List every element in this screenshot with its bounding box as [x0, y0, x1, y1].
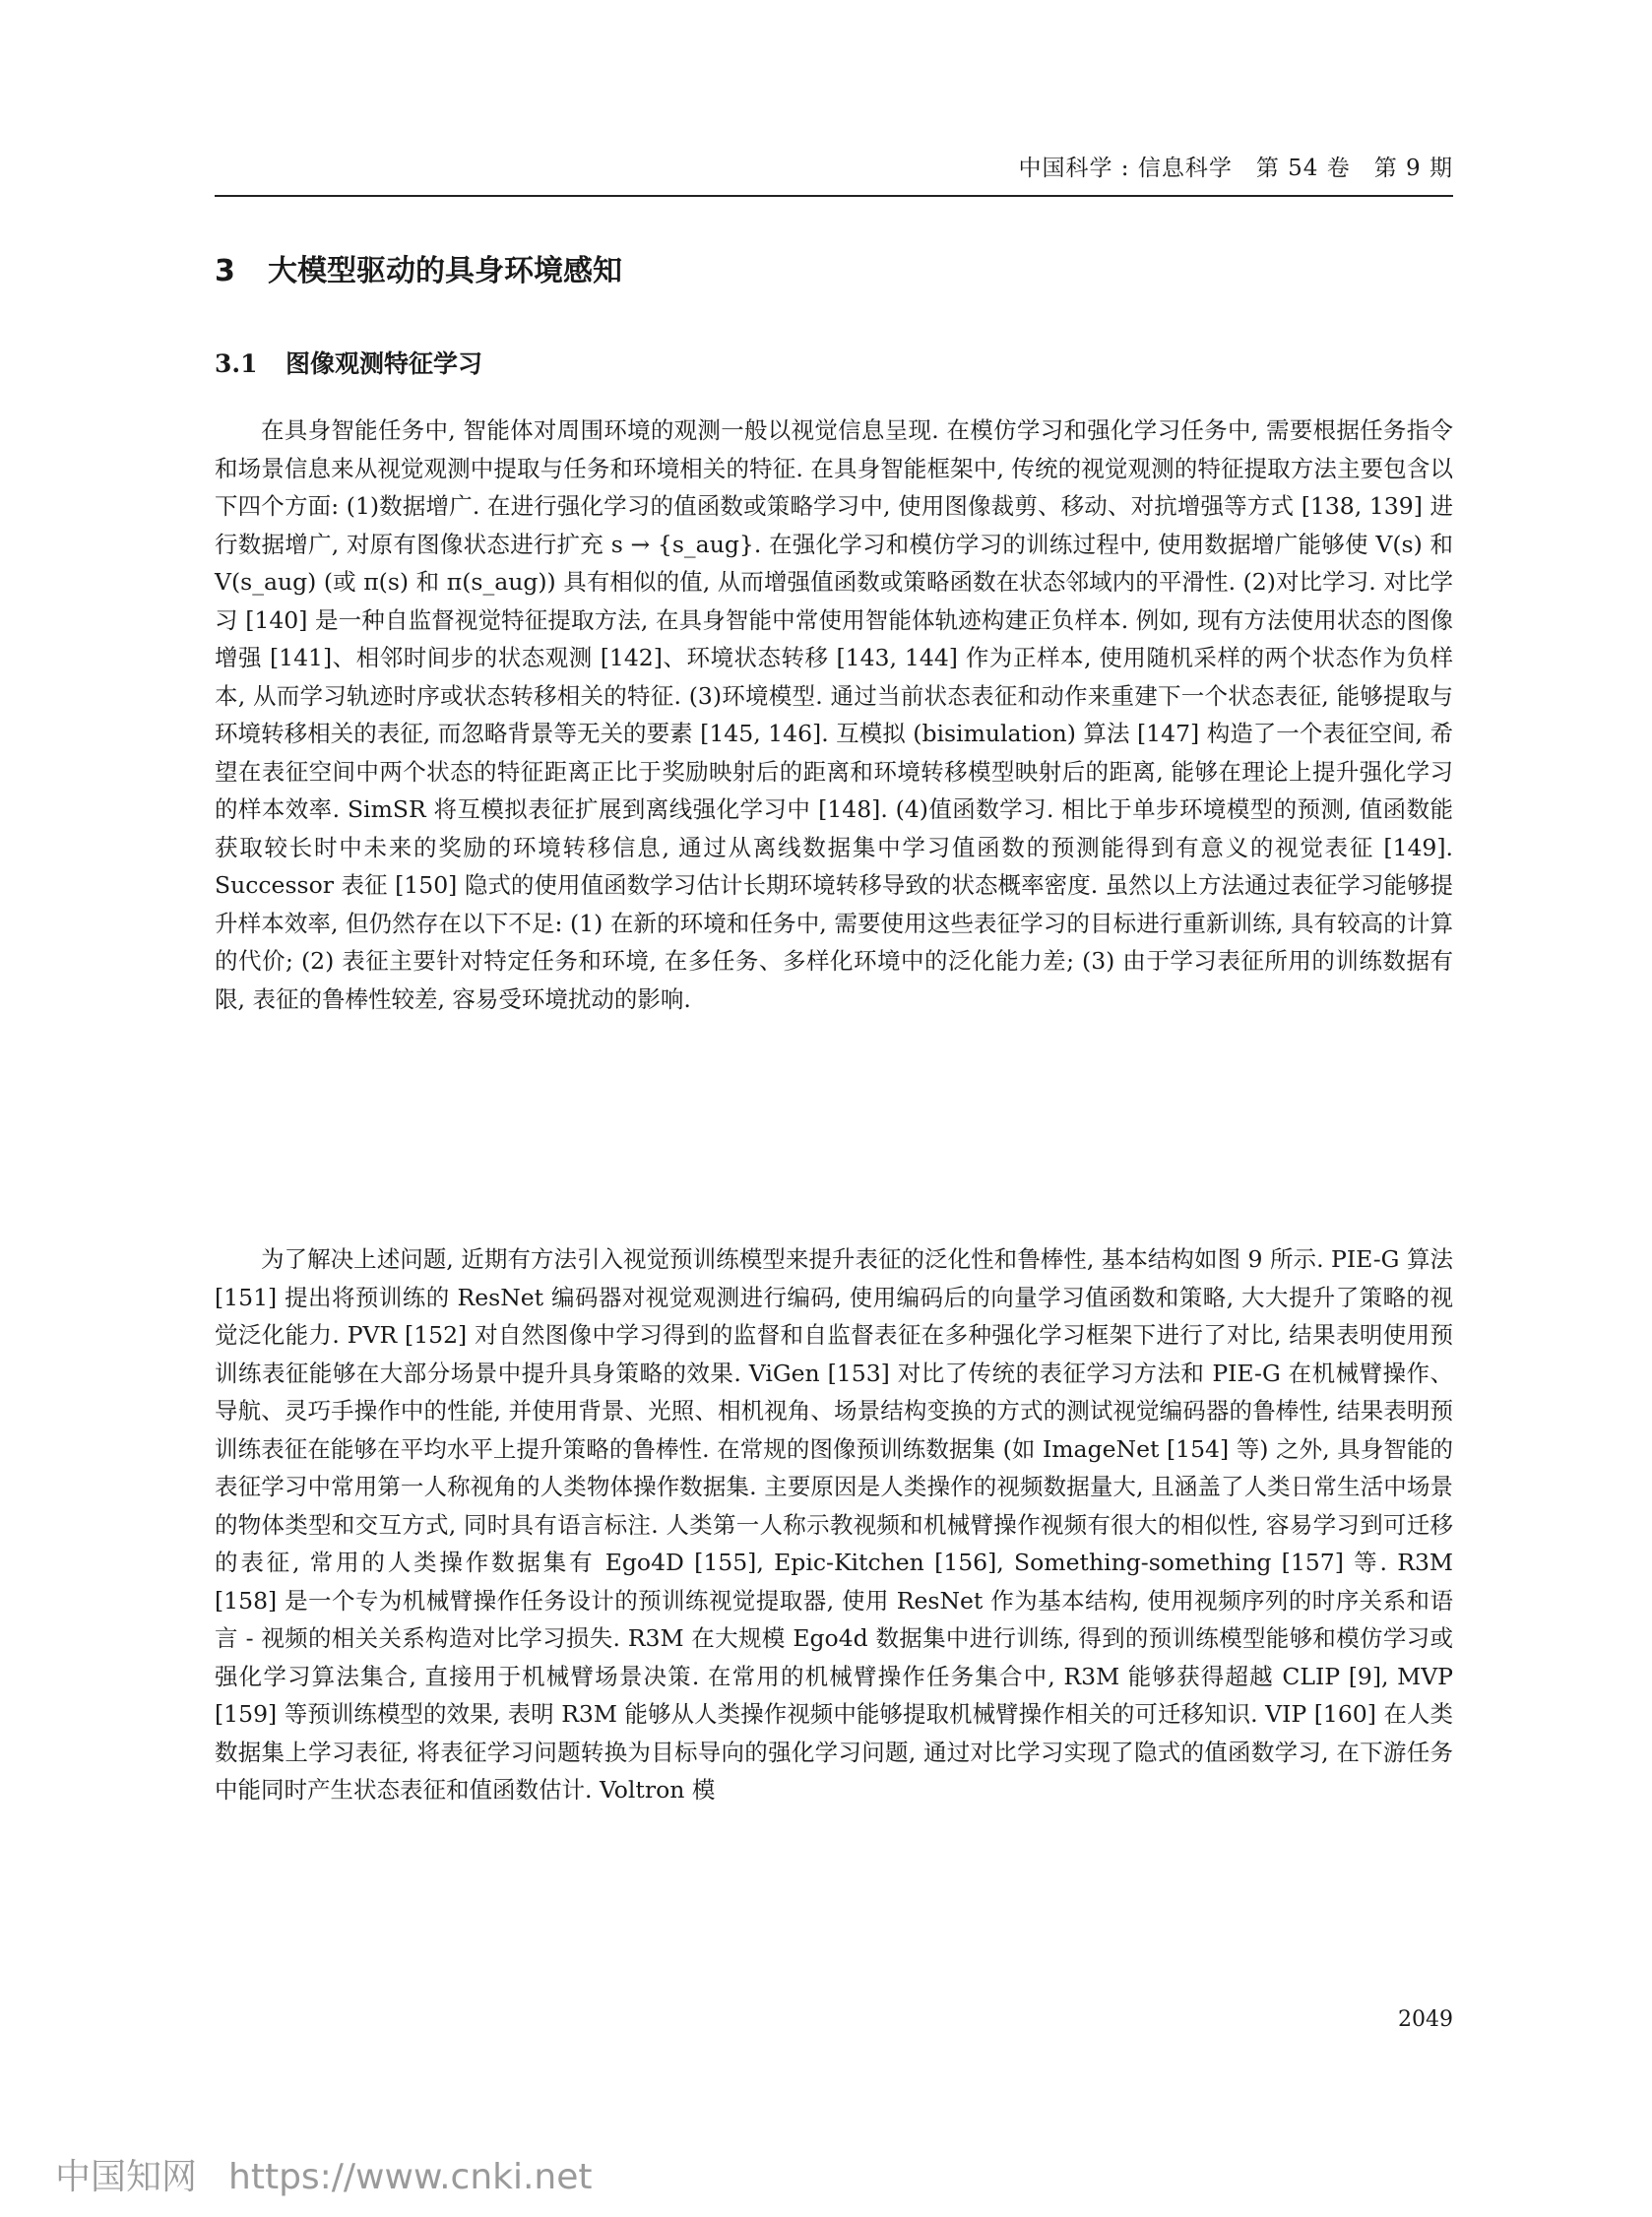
watermark-url[interactable]: https://www.cnki.net [228, 2157, 593, 2197]
watermark-brand: 中国知网 [55, 2157, 198, 2197]
body-paragraph: 为了解决上述问题, 近期有方法引入视觉预训练模型来提升表征的泛化性和鲁棒性, 基本结构如图 9 所示. PIE-G 算法 [151] 提出将预训练的 ResNet 编码器对视觉观测进行编码, 使用编码后的向量学习值函数和策略, 大大提升了策略的视觉泛化能力. PVR [152] 对自然图像中学习得到的监督和自监督表征在多种强化学习框架下进行了对比, 结果表明使用预训练表征能够在大部分场景中提升具身策略的效果. ViGen [153] 对比了传统的表征学习方法和 PIE-G 在机械臂操作、导航、灵巧手操作中的性能, 并使用背景、光照、相机视角、场景结构变换的方式的测试视觉编码器的鲁棒性, 结果表明预训练表征在能够在平均水平上提升策略的鲁棒性. 在常规的图像预训练数据集 (如 ImageNet [154] 等) 之外, 具身智能的表征学习中常用第一人称视角的人类物体操作数据集. 主要原因是人类操作的视频数据量大, 且涵盖了人类日常生活中场景的物体类型和交互方式, 同时具有语言标注. 人类第一人称示教视频和机械臂操作视频有很大的相似性, 容易学习到可迁移的表征, 常用的人类操作数据集有 Ego4D [155], Epic-Kitchen [156], Something-something [157] 等. R3M [158] 是一个专为机械臂操作任务设计的预训练视觉提取器, 使用 ResNet 作为基本结构, 使用视频序列的时序关系和语言 - 视频的相关关系构造对比学习损失. R3M 在大规模 Ego4d 数据集中进行训练, 得到的预训练模型能够和模仿学习或强化学习算法集合, 直接用于机械臂场景决策. 在常用的机械臂操作任务集合中, R3M 能够获得超越 CLIP [9], MVP [159] 等预训练模型的效果, 表明 R3M 能够从人类操作视频中能够提取机械臂操作相关的可迁移知识. VIP [160] 在人类数据集上学习表征, 将表征学习问题转换为目标导向的强化学习问题, 通过对比学习实现了隐式的值函数学习, 在下游任务中能同时产生状态表征和值函数估计. Voltron 模 [215, 1245, 1454, 1804]
section-number: 3 [215, 254, 235, 288]
subsection-heading [215, 345, 1453, 384]
page-number: 2049 [1398, 2007, 1453, 2032]
body-paragraph: 在具身智能任务中, 智能体对周围环境的观测一般以视觉信息呈现. 在模仿学习和强化学习任务中, 需要根据任务指令和场景信息来从视觉观测中提取与任务和环境相关的特征. 在具身智能框架中, 传统的视觉观测的特征提取方法主要包含以下四个方面: (1)数据增广. 在进行强化学习的值函数或策略学习中, 使用图像裁剪、移动、对抗增强等方式 [138, 139] 进行数据增广, 对原有图像状态进行扩充 s → {s_aug}. 在强化学习和模仿学习的训练过程中, 使用数据增广能够使 V(s) 和 V(s_aug) (或 π(s) 和 π(s_aug)) 具有相似的值, 从而增强值函数或策略函数在状态邻域内的平滑性. (2)对比学习. 对比学习 [140] 是一种自监督视觉特征提取方法, 在具身智能中常使用智能体轨迹构建正负样本. 例如, 现有方法使用状态的图像增强 [141]、相邻时间步的状态观测 [142]、环境状态转移 [143, 144] 作为正样本, 使用随机采样的两个状态作为负样本, 从而学习轨迹时序或状态转移相关的特征. (3)环境模型. 通过当前状态表征和动作来重建下一个状态表征, 能够提取与环境转移相关的表征, 而忽略背景等无关的要素 [145, 146]. 互模拟 (bisimulation) 算法 [147] 构造了一个表征空间, 希望在表征空间中两个状态的特征距离正比于奖励映射后的距离和环境转移模型映射后的距离, 能够在理论上提升强化学习的样本效率. SimSR 将互模拟表征扩展到离线强化学习中 [148]. (4)值函数学习. 相比于单步环境模型的预测, 值函数能获取较长时中未来的奖励的环境转移信息, 通过从离线数据集中学习值函数的预测能得到有意义的视觉表征 [149]. Successor 表征 [150] 隐式的使用值函数学习估计长期环境转移导致的状态概率密度. 虽然以上方法通过表征学习能够提升样本效率, 但仍然存在以下不足: (1) 在新的环境和任务中, 需要使用这些表征学习的目标进行重新训练, 具有较高的计算的代价; (2) 表征主要针对特定任务和环境, 在多任务、多样化环境中的泛化能力差; (3) 由于学习表征所用的训练数据有限, 表征的鲁棒性较差, 容易受环境扰动的影响. [215, 416, 1453, 1013]
header-rule [215, 195, 1453, 197]
subsection-title: 图像观测特征学习 [286, 349, 483, 378]
subsection-number: 3.1 [215, 349, 258, 378]
cnki-watermark [55, 2156, 593, 2199]
section-heading [215, 250, 1453, 293]
body-paragraph-2-block [215, 1240, 1453, 1809]
section-title: 大模型驱动的具身环境感知 [268, 254, 622, 288]
body-paragraph-1-block [215, 412, 1453, 1018]
running-header: 中国科学 : 信息科学 第 54 卷 第 9 期 [1018, 156, 1453, 181]
